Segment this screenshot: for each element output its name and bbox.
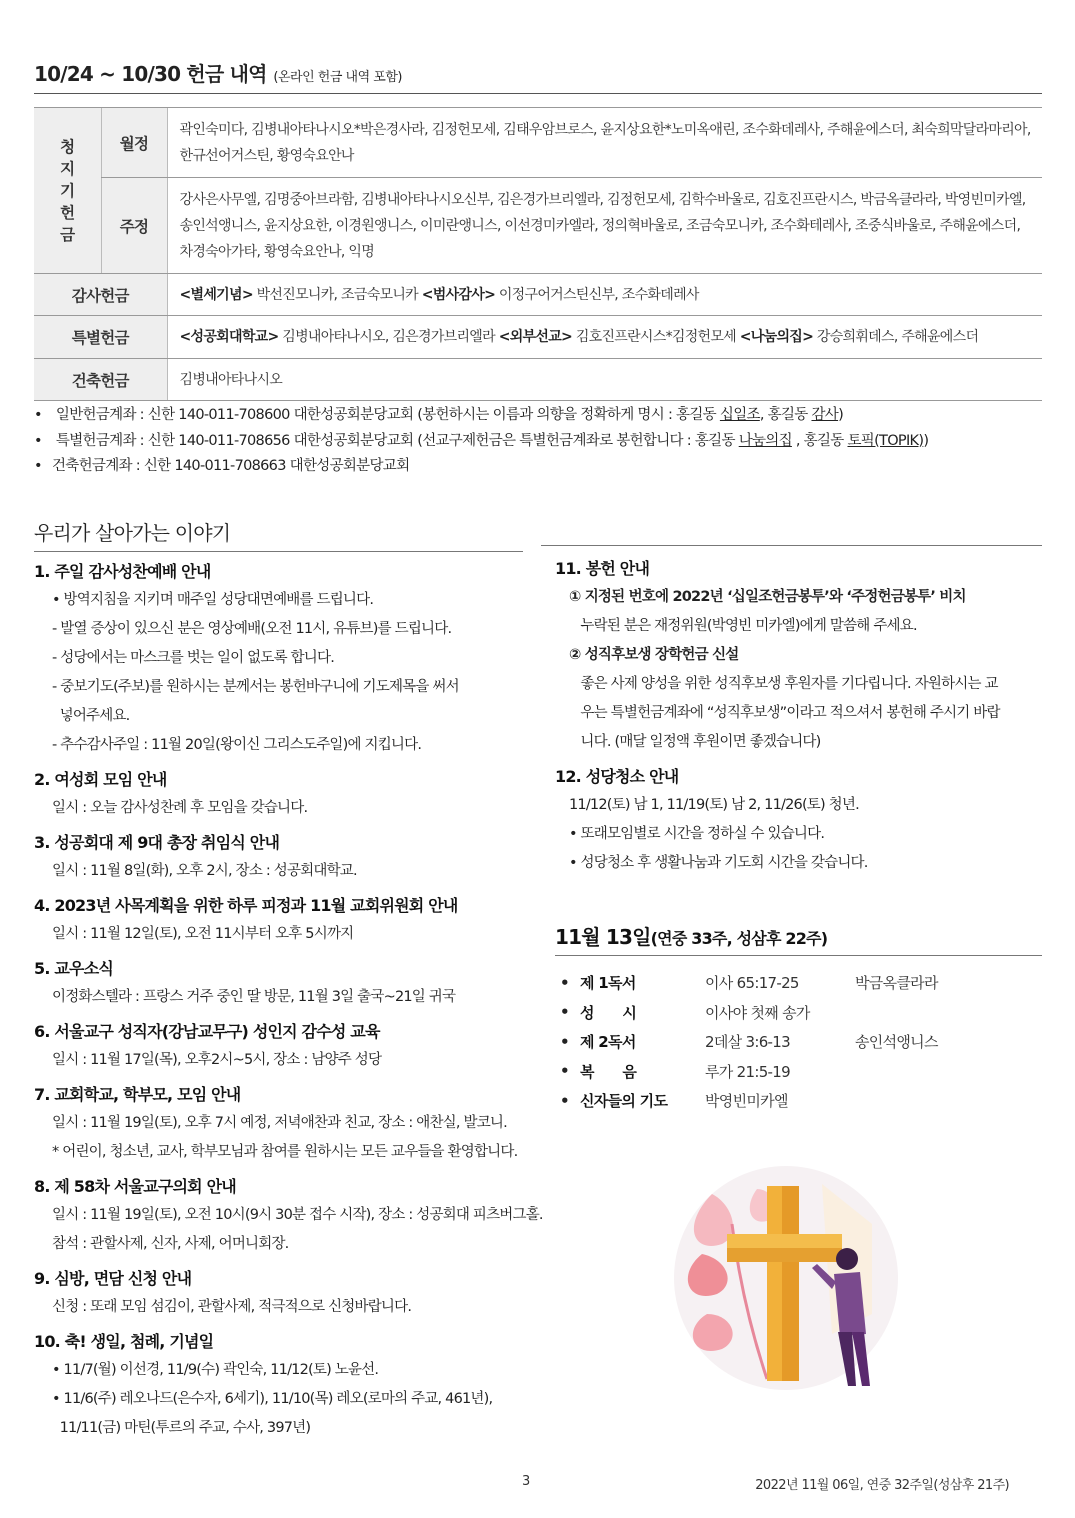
- reading-ref: 2데살 3:6-13: [705, 1033, 790, 1052]
- news-item-title: 4. 2023년 사목계획을 위한 하루 피정과 11월 교회위원회 안내: [34, 896, 458, 915]
- offering-header: [34, 58, 1042, 94]
- news-item-title: 8. 제 58차 서울교구의회 안내: [34, 1177, 236, 1196]
- bullet: •: [560, 1062, 569, 1081]
- news-item-line: 일시 : 오늘 감사성찬례 후 모임을 갖습니다.: [52, 800, 308, 816]
- reading-ref: 루가 21:5-19: [705, 1062, 790, 1081]
- reading-name: 성 시: [580, 1003, 637, 1022]
- reading-name: 제 2독서: [580, 1033, 636, 1052]
- bullet: •: [560, 1032, 569, 1051]
- reader-name: 박금옥클라라: [855, 974, 938, 993]
- monthly-label: 월정: [101, 108, 167, 178]
- account-list: [34, 403, 928, 480]
- news-item-line: • 방역지침을 지키며 매주일 성당대면예배를 드립니다.: [52, 592, 374, 608]
- lectionary-row: [560, 1086, 938, 1116]
- stories-title: 우리가 살아가는 이야기: [34, 517, 523, 552]
- offering-table: [34, 107, 1042, 401]
- news-item-line: 좋은 사제 양성을 위한 성직후보생 후원자를 기다립니다. 자원하시는 교: [569, 676, 998, 692]
- special-label: 특별헌금: [34, 316, 167, 359]
- building-label: 건축헌금: [34, 359, 167, 401]
- news-item-line: 참석 : 관할사제, 신자, 사제, 어머니회장.: [52, 1236, 289, 1252]
- news-item-line: • 11/6(주) 레오나드(은수자, 6세기), 11/10(목) 레오(로마의 주교, 461년),: [52, 1391, 493, 1407]
- bullet: •: [560, 973, 569, 992]
- lectionary-row: [560, 968, 938, 998]
- thanks-names: <별세기념> 박선진모니카, 조금숙모니카 <범사감사> 이정구어거스틴신부, 조수화데레사: [167, 274, 1042, 316]
- news-item-line: - 발열 증상이 있으신 분은 영상예배(오전 11시, 유튜브)를 드립니다.: [52, 621, 452, 637]
- news-item-line: - 성당에서는 마스크를 벗는 일이 없도록 합니다.: [52, 650, 335, 666]
- offering-subtitle: (온라인 헌금 내역 포함): [273, 70, 402, 85]
- building-account: • 건축헌금계좌 : 신한 140-011-708663 대한성공회분당교회: [34, 454, 928, 480]
- news-item-line: 누락된 분은 재정위원(박영빈 미카엘)에게 말씀해 주세요.: [569, 618, 917, 634]
- tithe-group-label: 청 지 기 헌 금: [34, 108, 101, 274]
- news-item-line: 일시 : 11월 19일(토), 오후 7시 예정, 저녁애찬과 친교, 장소 : 애찬실, 발코니.: [52, 1115, 507, 1131]
- reading-ref: 이사 65:17-25: [705, 974, 799, 993]
- news-item-line: 우는 특별헌금계좌에 “성직후보생”이라고 적으셔서 봉헌해 주시기 바랍: [569, 705, 1000, 721]
- bullet: •: [560, 1091, 569, 1110]
- reader-name: 송인석앵니스: [855, 1033, 938, 1052]
- reading-name: 제 1독서: [580, 974, 636, 993]
- thanks-label: 감사헌금: [34, 274, 167, 316]
- news-item-title: 10. 축! 생일, 첨례, 기념일: [34, 1332, 214, 1351]
- news-item-title: 12. 성당청소 안내: [555, 767, 679, 786]
- news-item-title: 7. 교회학교, 학부모, 모임 안내: [34, 1085, 241, 1104]
- reading-ref: 박영빈미카엘: [705, 1092, 788, 1111]
- spacer: [555, 878, 1042, 883]
- left-news-column: [34, 557, 543, 1448]
- reading-name: 복 음: [580, 1062, 637, 1081]
- section-divider: [541, 545, 1042, 546]
- news-item-title: 9. 심방, 면담 신청 안내: [34, 1269, 192, 1288]
- monthly-names: 곽인숙미다, 김병내아타나시오*박은경사라, 김정헌모세, 김태우암브로스, 윤지상요한*노미옥애린, 조수화데레사, 주해윤에스더, 최숙희막달라마리아, 한규선어거스틴, 황영숙요안나: [167, 108, 1042, 178]
- news-item-line: 일시 : 11월 12일(토), 오전 11시부터 오후 5시까지: [52, 926, 354, 942]
- news-item-line: - 추수감사주일 : 11월 20일(왕이신 그리스도주일)에 지킵니다.: [52, 737, 422, 753]
- news-item-line: * 어린이, 청소년, 교사, 학부모님과 참여를 원하시는 모든 교우들을 환영합니다.: [52, 1144, 518, 1160]
- lectionary-row: [560, 998, 938, 1028]
- news-item-title: 3. 성공회대 제 9대 총장 취임식 안내: [34, 833, 280, 852]
- page-number: 3: [522, 1474, 531, 1489]
- news-item-line: 신청 : 또래 모임 섬김이, 관할사제, 적극적으로 신청바랍니다.: [52, 1299, 412, 1315]
- cross-illustration: [672, 1164, 900, 1392]
- building-names: 김병내아타나시오: [167, 359, 1042, 401]
- sunday-heading: 11월 13일(연중 33주, 성삼후 22주): [555, 921, 1042, 956]
- news-item-line: 넣어주세요.: [52, 708, 130, 724]
- lectionary-row: [560, 1057, 938, 1087]
- news-item-title: 6. 서울교구 성직자(강남교무구) 성인지 감수성 교육: [34, 1022, 380, 1041]
- news-item-line: • 11/7(월) 이선경, 11/9(수) 곽인숙, 11/12(토) 노윤선.: [52, 1362, 379, 1378]
- general-account: • 일반헌금계좌 : 신한 140-011-708600 대한성공회분당교회 (봉헌하시는 이름과 의향을 정확하게 명시 : 홍길동 십일조, 홍길동 감사): [34, 403, 928, 429]
- offering-title: 10/24 ~ 10/30 헌금 내역: [34, 62, 267, 86]
- weekly-label: 주정: [101, 178, 167, 274]
- news-item-line: 일시 : 11월 8일(화), 오후 2시, 장소 : 성공회대학교.: [52, 863, 357, 879]
- footer-date: 2022년 11월 06일, 연중 32주일(성삼후 21주): [755, 1478, 1009, 1493]
- news-item-line: - 중보기도(주보)를 원하시는 분께서는 봉헌바구니에 기도제목을 써서: [52, 679, 459, 695]
- right-news-column: [555, 554, 1042, 883]
- special-names: <성공회대학교> 김병내아타나시오, 김은경가브리엘라 <외부선교> 김호진프란시스*김정헌모세 <나눔의집> 강승희휘데스, 주해윤에스더: [167, 316, 1042, 359]
- news-item-line: ① 지정된 번호에 2022년 ‘십일조헌금봉투’와 ‘주정헌금봉투’ 비치: [569, 589, 966, 605]
- reading-name: 신자들의 기도: [580, 1092, 668, 1111]
- lectionary-list: [560, 968, 938, 1116]
- reading-ref: 이사야 첫째 송가: [705, 1003, 810, 1022]
- news-item-line: 일시 : 11월 17일(목), 오후2시~5시, 장소 : 남양주 성당: [52, 1052, 382, 1068]
- news-item-title: 1. 주일 감사성찬예배 안내: [34, 562, 211, 581]
- news-item-line: • 또래모임별로 시간을 정하실 수 있습니다.: [569, 826, 825, 842]
- news-item-line: • 성당청소 후 생활나눔과 기도회 시간을 갖습니다.: [569, 855, 868, 871]
- news-item-title: 5. 교우소식: [34, 959, 114, 978]
- weekly-names: 강사은사무엘, 김명중아브라함, 김병내아타나시오신부, 김은경가브리엘라, 김정헌모세, 김학수바울로, 김호진프란시스, 박금옥클라라, 박영빈미카엘, 송인석앵니스, 윤지상요한, 이경원앵니스, 이미란앵니스, 이선경미카엘라, 정의혁바울로, 조금숙모니카, 조수화테레사, 조중식바울로, 주해윤에스더, 차경숙아가타, 황영숙요안나, 익명: [167, 178, 1042, 274]
- news-item-title: 11. 봉헌 안내: [555, 559, 650, 578]
- news-item-line: 11/11(금) 마틴(투르의 주교, 수사, 397년): [52, 1420, 311, 1436]
- news-item-line: 11/12(토) 남 1, 11/19(토) 남 2, 11/26(토) 청년.: [569, 797, 859, 813]
- news-item-line: 이정화스텔라 : 프랑스 거주 중인 딸 방문, 11월 3일 출국~21일 귀국: [52, 989, 456, 1005]
- news-item-line: 일시 : 11월 19일(토), 오전 10시(9시 30분 접수 시작), 장소 : 성공회대 피츠버그홀.: [52, 1207, 543, 1223]
- news-item-line: 니다. (매달 일정액 후원이면 좋겠습니다): [569, 734, 821, 750]
- news-item-line: ② 성직후보생 장학헌금 신설: [569, 647, 739, 663]
- spacer: [34, 1443, 523, 1448]
- lectionary-row: [560, 1027, 938, 1057]
- news-item-title: 2. 여성회 모임 안내: [34, 770, 167, 789]
- bullet: •: [560, 1003, 569, 1022]
- special-account: • 특별헌금계좌 : 신한 140-011-708656 대한성공회분당교회 (선교구제헌금은 특별헌금계좌로 봉헌합니다 : 홍길동 나눔의집 , 홍길동 토픽(TOPIK)): [34, 429, 928, 455]
